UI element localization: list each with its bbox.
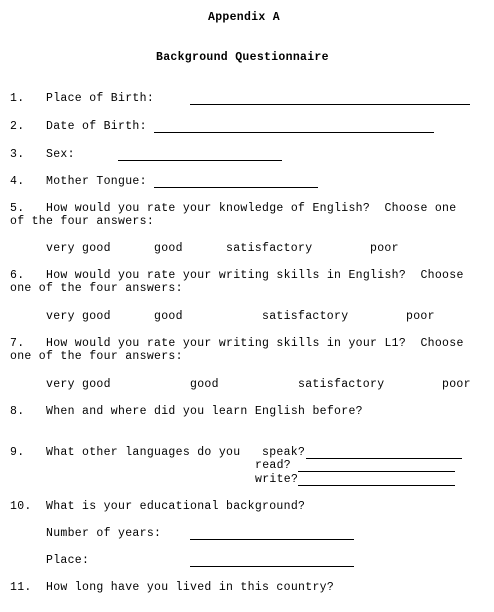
q7-option-satisfactory[interactable]: satisfactory [298, 378, 385, 391]
q8-label: When and where did you learn English before? [46, 405, 363, 418]
q11-label: How long have you lived in this country? [46, 581, 335, 594]
place-of-birth-field[interactable] [190, 104, 470, 105]
q9-number: 9. [10, 446, 25, 459]
q6-option-poor[interactable]: poor [406, 310, 435, 323]
place-field[interactable] [190, 566, 354, 567]
q5-number: 5. [10, 202, 25, 215]
q10-place-label: Place: [46, 554, 90, 567]
q7-number: 7. [10, 337, 25, 350]
q4-number: 4. [10, 175, 25, 188]
q5-line1: How would you rate your knowledge of English? Choose one [46, 202, 457, 215]
q3-number: 3. [10, 148, 25, 161]
q9-speak-label: speak? [262, 446, 306, 459]
q8-number: 8. [10, 405, 25, 418]
q6-option-satisfactory[interactable]: satisfactory [262, 310, 349, 323]
appendix-label: Appendix A [208, 11, 281, 24]
q4-label: Mother Tongue: [46, 175, 147, 188]
q6-number: 6. [10, 269, 25, 282]
q7-line2: one of the four answers: [10, 350, 183, 363]
speak-field[interactable] [306, 458, 462, 459]
mother-tongue-field[interactable] [154, 187, 318, 188]
q10-number: 10. [10, 500, 32, 513]
q9-read-label: read? [255, 459, 292, 472]
q2-label: Date of Birth: [46, 120, 147, 133]
q2-number: 2. [10, 120, 25, 133]
q5-option-satisfactory[interactable]: satisfactory [226, 242, 313, 255]
sex-field[interactable] [118, 160, 282, 161]
number-of-years-field[interactable] [190, 539, 354, 540]
q6-option-good[interactable]: good [154, 310, 183, 323]
q6-option-very-good[interactable]: very good [46, 310, 111, 323]
q3-label: Sex: [46, 148, 75, 161]
q7-option-very-good[interactable]: very good [46, 378, 111, 391]
page-title: Background Questionnaire [156, 51, 329, 64]
q10-label: What is your educational background? [46, 500, 306, 513]
q10-years-label: Number of years: [46, 527, 162, 540]
q7-option-good[interactable]: good [190, 378, 219, 391]
q6-line1: How would you rate your writing skills in English? Choose [46, 269, 464, 282]
q7-option-poor[interactable]: poor [442, 378, 471, 391]
q5-option-very-good[interactable]: very good [46, 242, 111, 255]
q11-number: 11. [10, 581, 32, 594]
write-field[interactable] [298, 485, 455, 486]
q7-line1: How would you rate your writing skills in your L1? Choose [46, 337, 464, 350]
date-of-birth-field[interactable] [154, 132, 434, 133]
q1-label: Place of Birth: [46, 92, 155, 105]
read-field[interactable] [298, 471, 455, 472]
q5-option-good[interactable]: good [154, 242, 183, 255]
q9-write-label: write? [255, 473, 299, 486]
q1-number: 1. [10, 92, 25, 105]
q9-label: What other languages do you [46, 446, 241, 459]
q5-line2: of the four answers: [10, 215, 155, 228]
q6-line2: one of the four answers: [10, 282, 183, 295]
q5-option-poor[interactable]: poor [370, 242, 399, 255]
